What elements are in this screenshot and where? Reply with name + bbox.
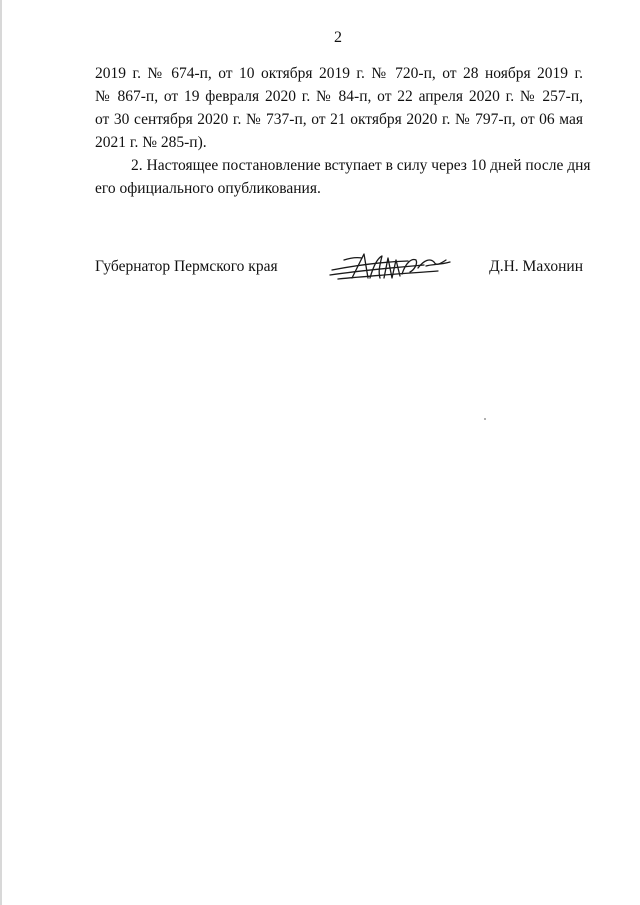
signer-position: Губернатор Пермского края (95, 258, 278, 275)
handwritten-signature-icon (328, 248, 453, 284)
text-line: № 867-п, от 19 февраля 2020 г. № 84-п, от 22 апреля 2020 г. № 257-п, (95, 88, 583, 105)
signer-name: Д.Н. Махонин (489, 258, 583, 275)
signature-block (95, 248, 583, 288)
text-line: его официального опубликования. (95, 180, 321, 197)
text-line: 2021 г. № 285-п). (95, 134, 207, 151)
paragraph-2-first-line: 2. Настоящее постановление вступает в силу через 10 дней после дня (131, 157, 591, 174)
scan-speck (484, 418, 486, 420)
text-line: от 30 сентября 2020 г. № 737-п, от 21 октября 2020 г. № 797-п, от 06 мая (95, 111, 583, 128)
page-number: 2 (334, 29, 342, 46)
text-line: 2019 г. № 674-п, от 10 октября 2019 г. № 720-п, от 28 ноября 2019 г. (95, 65, 583, 82)
scan-edge (0, 0, 2, 905)
